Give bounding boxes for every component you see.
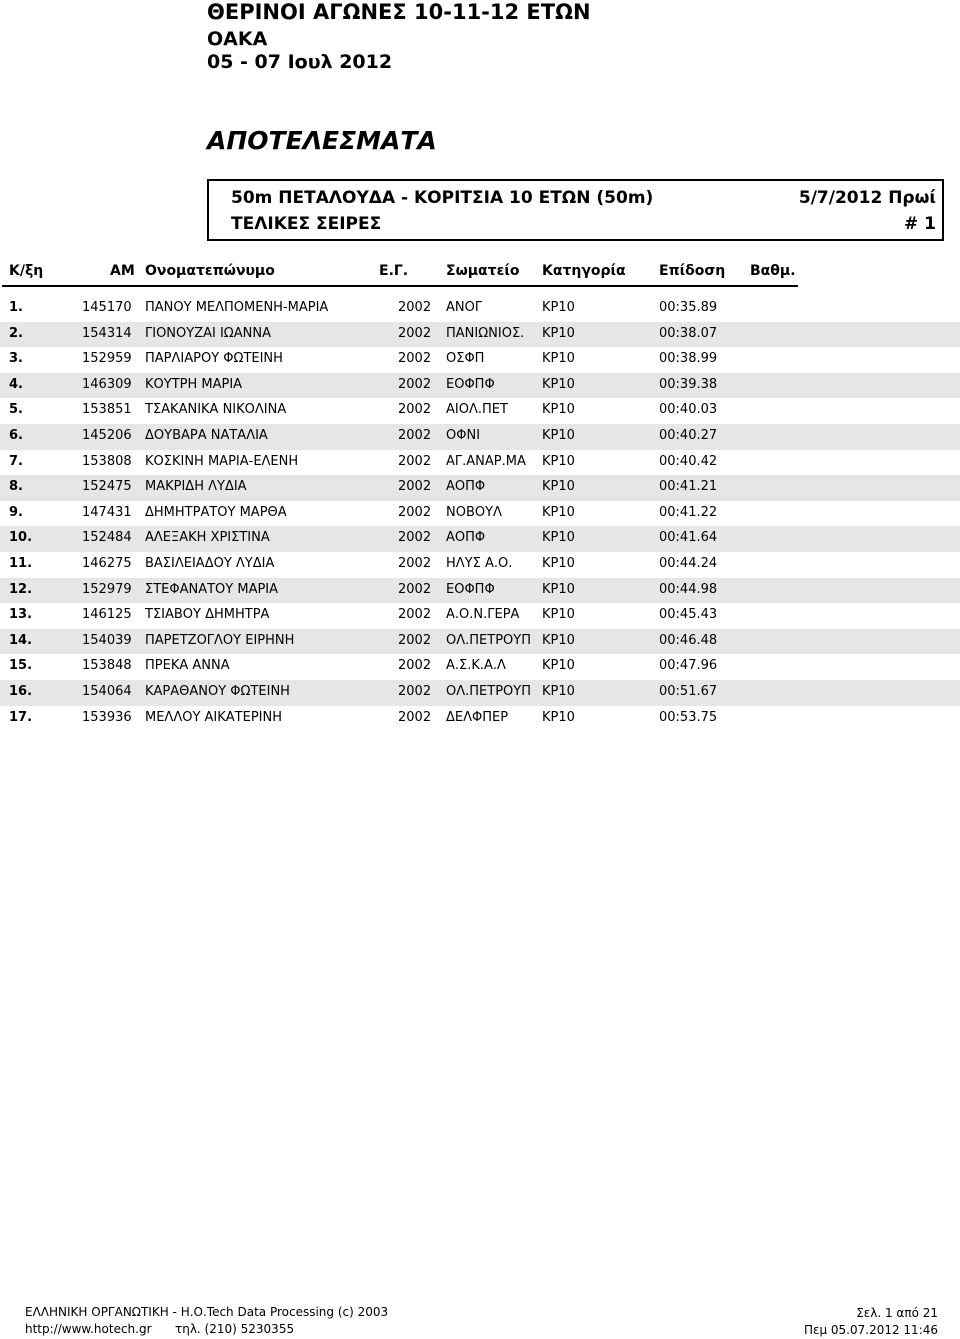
cell-result-time: 00:40.03 xyxy=(659,402,718,418)
cell-club: ΝΟΒΟΥΛ xyxy=(446,504,502,520)
cell-result-time: 00:40.42 xyxy=(659,453,718,469)
cell-result-time: 00:38.99 xyxy=(659,351,718,367)
column-header-category: Κατηγορία xyxy=(542,263,626,279)
cell-athlete-name: ΚΑΡΑΘΑΝΟΥ ΦΩΤΕΙΝΗ xyxy=(145,683,290,699)
table-row xyxy=(0,475,960,501)
cell-result-time: 00:41.21 xyxy=(659,479,718,495)
cell-category: ΚΡ10 xyxy=(542,402,575,418)
cell-category: ΚΡ10 xyxy=(542,555,575,571)
event-round: ΤΕΛΙΚΕΣ ΣΕΙΡΕΣ xyxy=(231,214,382,234)
cell-athlete-id: 146309 xyxy=(82,376,132,392)
cell-result-time: 00:51.67 xyxy=(659,683,718,699)
cell-club: ΟΦΝΙ xyxy=(446,427,481,443)
cell-club: ΑΟΠΦ xyxy=(446,530,486,546)
cell-rank: 17. xyxy=(9,709,33,725)
cell-rank: 14. xyxy=(9,632,33,648)
meet-title: ΘΕΡΙΝΟΙ ΑΓΩΝΕΣ 10-11-12 ΕΤΩΝ xyxy=(207,0,591,24)
table-row xyxy=(0,398,960,424)
cell-rank: 3. xyxy=(9,351,23,367)
cell-category: ΚΡ10 xyxy=(542,453,575,469)
meet-dates: 05 - 07 Ιουλ 2012 xyxy=(207,51,393,73)
table-row xyxy=(0,629,960,655)
cell-athlete-name: ΠΑΡΕΤΖΟΓΛΟΥ ΕΙΡΗΝΗ xyxy=(145,632,295,648)
table-row xyxy=(0,322,960,348)
cell-athlete-id: 153851 xyxy=(82,402,132,418)
cell-rank: 10. xyxy=(9,530,33,546)
section-title: ΑΠΟΤΕΛΕΣΜΑΤΑ xyxy=(207,126,437,155)
cell-category: ΚΡ10 xyxy=(542,351,575,367)
column-header-points: Βαθμ. xyxy=(750,263,796,279)
cell-club: ΗΛΥΣ Α.Ο. xyxy=(446,555,513,571)
cell-birth-year: 2002 xyxy=(398,479,432,495)
cell-rank: 1. xyxy=(9,300,23,315)
cell-birth-year: 2002 xyxy=(398,351,432,367)
cell-result-time: 00:46.48 xyxy=(659,632,718,648)
cell-athlete-id: 145170 xyxy=(82,300,132,315)
table-row xyxy=(0,501,960,527)
cell-athlete-name: ΜΕΛΛΟΥ ΑΙΚΑΤΕΡΙΝΗ xyxy=(145,709,282,725)
cell-birth-year: 2002 xyxy=(398,658,432,674)
cell-category: ΚΡ10 xyxy=(542,376,575,392)
column-header-year: Ε.Γ. xyxy=(379,263,409,279)
cell-athlete-id: 152959 xyxy=(82,351,132,367)
cell-rank: 13. xyxy=(9,607,33,623)
header-divider xyxy=(2,285,798,287)
table-row xyxy=(0,706,960,732)
cell-rank: 16. xyxy=(9,683,33,699)
cell-athlete-id: 154064 xyxy=(82,683,132,699)
cell-athlete-name: ΒΑΣΙΛΕΙΑΔΟΥ ΛΥΔΙΑ xyxy=(145,555,275,571)
event-name: 50m ΠΕΤΑΛΟΥΔΑ - ΚΟΡΙΤΣΙΑ 10 ΕΤΩΝ (50m) xyxy=(231,188,654,208)
table-row xyxy=(0,654,960,680)
cell-athlete-name: ΣΤΕΦΑΝΑΤΟΥ ΜΑΡΙΑ xyxy=(145,581,279,597)
cell-result-time: 00:44.98 xyxy=(659,581,718,597)
results-table xyxy=(0,296,960,731)
cell-club: Α.Ο.Ν.ΓΕΡΑ xyxy=(446,607,520,623)
cell-rank: 7. xyxy=(9,453,23,469)
cell-rank: 11. xyxy=(9,555,33,571)
cell-athlete-name: ΤΣΑΚΑΝΙΚΑ ΝΙΚΟΛΙΝΑ xyxy=(145,402,287,418)
cell-category: ΚΡ10 xyxy=(542,479,575,495)
table-row xyxy=(0,373,960,399)
cell-category: ΚΡ10 xyxy=(542,607,575,623)
cell-rank: 15. xyxy=(9,658,33,674)
cell-category: ΚΡ10 xyxy=(542,709,575,725)
footer-phone: τηλ. (210) 5230355 xyxy=(175,1322,295,1336)
cell-athlete-id: 153936 xyxy=(82,709,132,725)
cell-category: ΚΡ10 xyxy=(542,632,575,648)
cell-club: ΕΟΦΠΦ xyxy=(446,581,495,597)
cell-athlete-id: 154314 xyxy=(82,325,132,341)
meet-venue: ΟΑΚΑ xyxy=(207,28,268,50)
event-box xyxy=(207,179,944,241)
cell-result-time: 00:41.64 xyxy=(659,530,718,546)
cell-rank: 8. xyxy=(9,479,23,495)
table-row xyxy=(0,424,960,450)
cell-birth-year: 2002 xyxy=(398,300,432,315)
column-header-name: Ονοματεπώνυμο xyxy=(145,263,275,279)
cell-result-time: 00:47.96 xyxy=(659,658,718,674)
cell-club: ΑΙΟΛ.ΠΕΤ xyxy=(446,402,508,418)
column-header-rank: Κ/ξη xyxy=(9,263,44,279)
cell-birth-year: 2002 xyxy=(398,504,432,520)
cell-result-time: 00:53.75 xyxy=(659,709,718,725)
cell-birth-year: 2002 xyxy=(398,325,432,341)
cell-result-time: 00:40.27 xyxy=(659,427,718,443)
cell-club: ΑΟΠΦ xyxy=(446,479,486,495)
table-row xyxy=(0,552,960,578)
footer-url: http://www.hotech.gr xyxy=(25,1322,152,1336)
cell-result-time: 00:45.43 xyxy=(659,607,718,623)
cell-birth-year: 2002 xyxy=(398,530,432,546)
cell-athlete-name: ΠΑΝΟΥ ΜΕΛΠΟΜΕΝΗ-ΜΑΡΙΑ xyxy=(145,300,329,315)
cell-athlete-id: 147431 xyxy=(82,504,132,520)
table-row xyxy=(0,347,960,373)
cell-athlete-id: 153848 xyxy=(82,658,132,674)
cell-athlete-id: 146125 xyxy=(82,607,132,623)
cell-birth-year: 2002 xyxy=(398,632,432,648)
cell-birth-year: 2002 xyxy=(398,453,432,469)
cell-category: ΚΡ10 xyxy=(542,325,575,341)
cell-athlete-name: ΠΡΕΚΑ ΑΝΝΑ xyxy=(145,658,230,674)
cell-rank: 4. xyxy=(9,376,23,392)
cell-category: ΚΡ10 xyxy=(542,504,575,520)
cell-rank: 6. xyxy=(9,427,23,443)
cell-athlete-id: 152484 xyxy=(82,530,132,546)
cell-athlete-name: ΔΟΥΒΑΡΑ ΝΑΤΑΛΙΑ xyxy=(145,427,268,443)
column-header-time: Επίδοση xyxy=(659,263,726,279)
cell-birth-year: 2002 xyxy=(398,555,432,571)
cell-athlete-name: ΜΑΚΡΙΔΗ ΛΥΔΙΑ xyxy=(145,479,247,495)
cell-club: ΑΓ.ΑΝΑΡ.ΜΑ xyxy=(446,453,526,469)
cell-athlete-id: 145206 xyxy=(82,427,132,443)
cell-result-time: 00:44.24 xyxy=(659,555,718,571)
table-row xyxy=(0,680,960,706)
cell-athlete-name: ΚΟΣΚΙΝΗ ΜΑΡΙΑ-ΕΛΕΝΗ xyxy=(145,453,299,469)
cell-club: ΟΣΦΠ xyxy=(446,351,485,367)
cell-birth-year: 2002 xyxy=(398,376,432,392)
column-header-id: ΑΜ xyxy=(110,263,135,279)
event-date: 5/7/2012 Πρωί xyxy=(798,188,936,208)
table-row xyxy=(0,526,960,552)
column-header-club: Σωματείο xyxy=(446,263,520,279)
cell-club: ΠΑΝΙΩΝΙΟΣ. xyxy=(446,325,525,341)
cell-result-time: 00:41.22 xyxy=(659,504,718,520)
cell-category: ΚΡ10 xyxy=(542,530,575,546)
table-row xyxy=(0,296,960,322)
cell-rank: 2. xyxy=(9,325,23,341)
table-row xyxy=(0,578,960,604)
cell-athlete-id: 154039 xyxy=(82,632,132,648)
cell-result-time: 00:38.07 xyxy=(659,325,718,341)
cell-birth-year: 2002 xyxy=(398,427,432,443)
table-row xyxy=(0,450,960,476)
cell-category: ΚΡ10 xyxy=(542,658,575,674)
cell-birth-year: 2002 xyxy=(398,709,432,725)
cell-athlete-name: ΓΙΟΝΟΥΖΑΙ ΙΩΑΝΝΑ xyxy=(145,325,271,341)
cell-category: ΚΡ10 xyxy=(542,427,575,443)
cell-rank: 9. xyxy=(9,504,23,520)
cell-athlete-name: ΔΗΜΗΤΡΑΤΟΥ ΜΑΡΘΑ xyxy=(145,504,287,520)
table-row xyxy=(0,603,960,629)
footer-print-date: Πεμ 05.07.2012 11:46 xyxy=(803,1323,938,1337)
cell-athlete-id: 152979 xyxy=(82,581,132,597)
cell-category: ΚΡ10 xyxy=(542,683,575,699)
cell-result-time: 00:39.38 xyxy=(659,376,718,392)
cell-club: ΔΕΛΦΠΕΡ xyxy=(446,709,509,725)
cell-birth-year: 2002 xyxy=(398,607,432,623)
cell-athlete-id: 146275 xyxy=(82,555,132,571)
cell-athlete-name: ΑΛΕΞΑΚΗ ΧΡΙΣΤΙΝΑ xyxy=(145,530,270,546)
cell-category: ΚΡ10 xyxy=(542,300,575,315)
cell-club: ΟΛ.ΠΕΤΡΟΥΠ xyxy=(446,683,531,699)
cell-athlete-name: ΠΑΡΛΙΑΡΟΥ ΦΩΤΕΙΝΗ xyxy=(145,351,283,367)
footer-page-number: Σελ. 1 από 21 xyxy=(856,1306,938,1320)
cell-birth-year: 2002 xyxy=(398,683,432,699)
cell-athlete-name: ΚΟΥΤΡΗ ΜΑΡΙΑ xyxy=(145,376,243,392)
cell-club: ΟΛ.ΠΕΤΡΟΥΠ xyxy=(446,632,531,648)
event-heat: # 1 xyxy=(904,214,936,234)
cell-rank: 5. xyxy=(9,402,23,418)
footer-organization: ΕΛΛΗΝΙΚΗ ΟΡΓΑΝΩΤΙΚΗ - Η.Ο.Tech Data Processing (c) 2003 xyxy=(25,1305,389,1319)
cell-category: ΚΡ10 xyxy=(542,581,575,597)
cell-birth-year: 2002 xyxy=(398,581,432,597)
cell-athlete-id: 152475 xyxy=(82,479,132,495)
cell-club: Α.Σ.Κ.Α.Λ xyxy=(446,658,506,674)
cell-rank: 12. xyxy=(9,581,33,597)
cell-athlete-id: 153808 xyxy=(82,453,132,469)
cell-athlete-name: ΤΣΙΑΒΟΥ ΔΗΜΗΤΡΑ xyxy=(145,607,270,623)
cell-club: ΑΝΟΓ xyxy=(446,300,483,315)
cell-birth-year: 2002 xyxy=(398,402,432,418)
cell-club: ΕΟΦΠΦ xyxy=(446,376,495,392)
cell-result-time: 00:35.89 xyxy=(659,300,718,315)
